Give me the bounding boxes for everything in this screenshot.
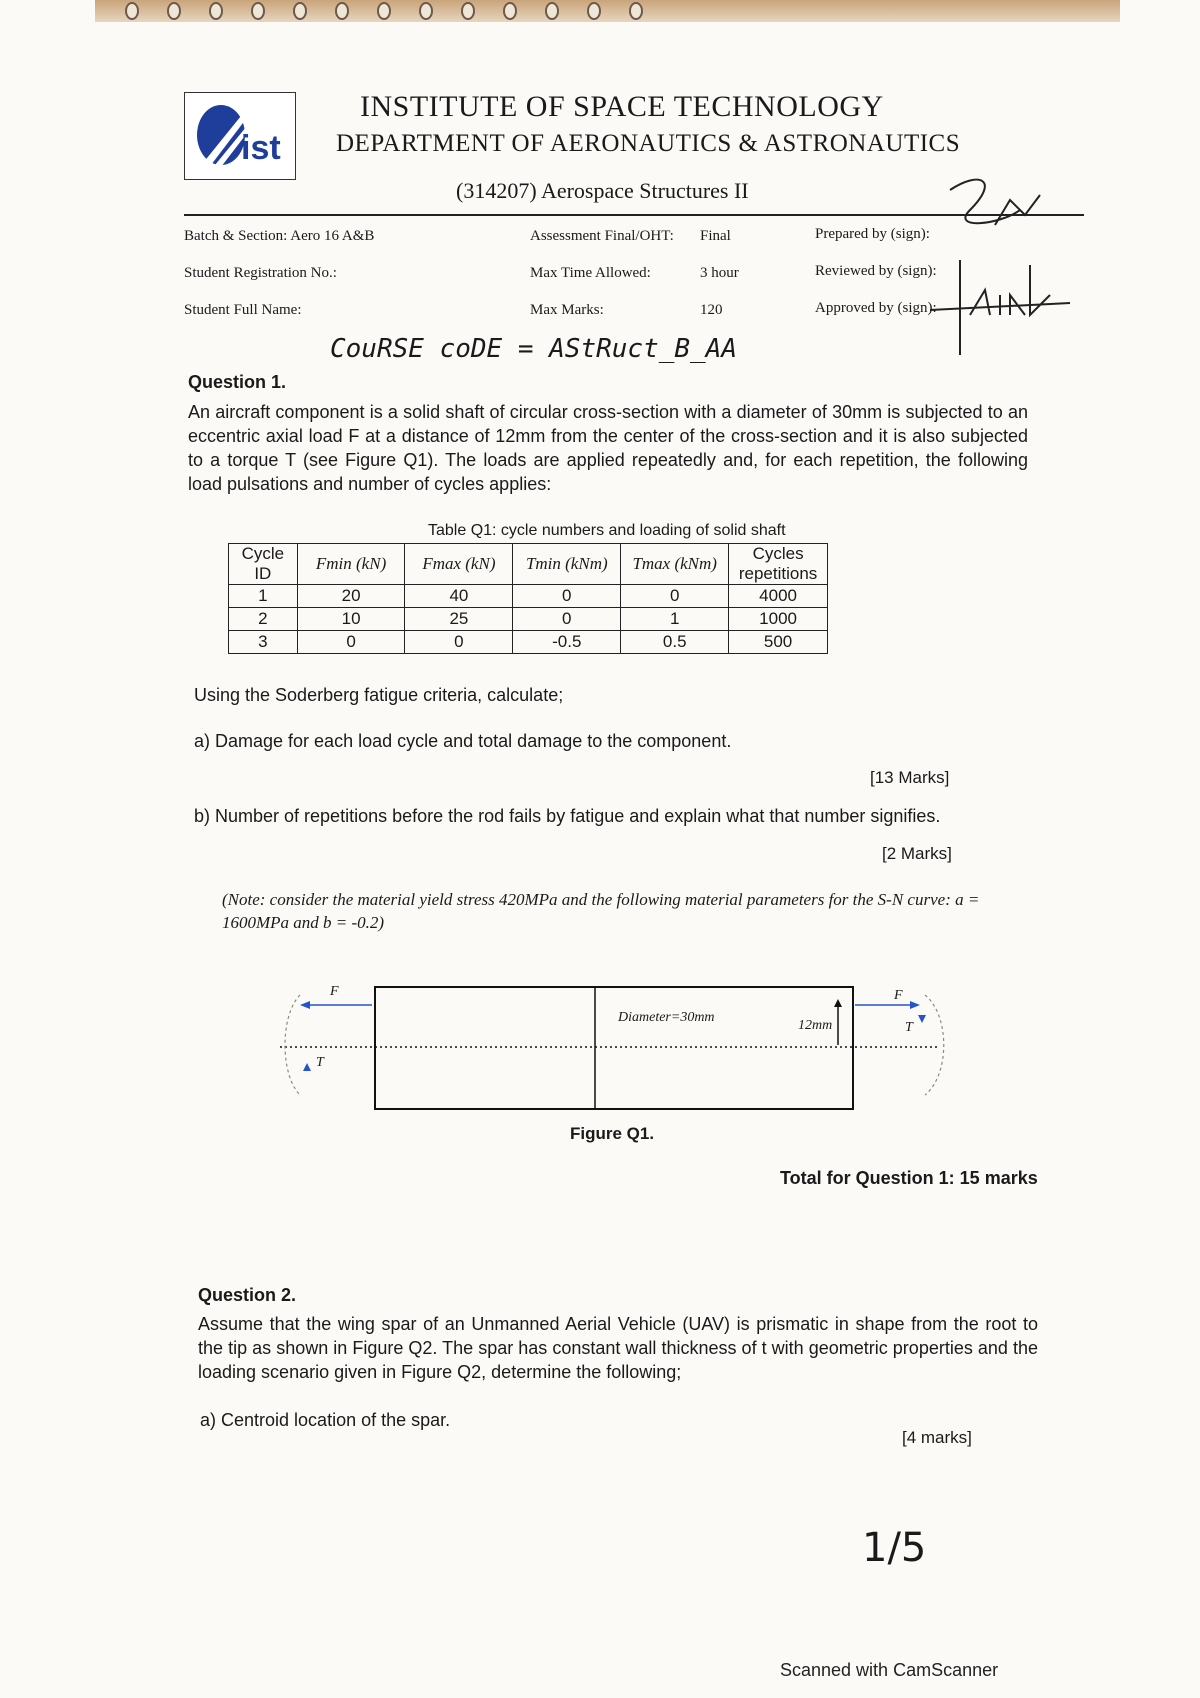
assessment-value: Final: [700, 228, 731, 244]
binding-ring: [461, 2, 475, 20]
table-cell: 1000: [729, 608, 828, 631]
q1-title: Question 1.: [188, 372, 287, 392]
table-cell: 500: [729, 631, 828, 654]
binding-ring: [293, 2, 307, 20]
approved-label: Approved by (sign):: [815, 300, 937, 316]
signature-approved: [930, 255, 1080, 365]
prepared-label: Prepared by (sign):: [815, 226, 930, 242]
q2-title: Question 2.: [198, 1285, 297, 1305]
torque-arc-right-icon: [925, 995, 944, 1095]
logo-text: ist: [241, 129, 281, 167]
time-value: 3 hour: [700, 265, 739, 281]
student-reg-label: Student Registration No.:: [184, 265, 337, 281]
table-cell: 0: [621, 585, 729, 608]
q2-part-a: a) Centroid location of the spar.: [200, 1410, 451, 1430]
diameter-label: Diameter=30mm: [618, 1010, 715, 1025]
table-cell: -0.5: [513, 631, 621, 654]
table-cell: 4000: [729, 585, 828, 608]
q1-part-b: b) Number of repetitions before the rod fails by fatigue and explain what that number signifies.: [194, 806, 941, 826]
torque-label-right: T: [905, 1020, 913, 1035]
torque-arrow-right-icon: [918, 1015, 926, 1023]
q1-part-a: a) Damage for each load cycle and total damage to the component.: [194, 731, 732, 751]
table-cell: 0: [297, 631, 405, 654]
table-cell: 1: [229, 585, 298, 608]
marks-label: Max Marks:: [530, 302, 604, 318]
table-cell: 0.5: [621, 631, 729, 654]
table-cell: 20: [297, 585, 405, 608]
force-arrow-left-icon: [300, 1001, 310, 1009]
institute-title: INSTITUTE OF SPACE TECHNOLOGY: [360, 90, 884, 123]
binding-ring: [587, 2, 601, 20]
marks-value: 120: [700, 302, 723, 318]
binding-ring: [503, 2, 517, 20]
q1-text: An aircraft component is a solid shaft of circular cross-section with a diameter of 30mm is subjected to an eccentric axial load F at a distance of 12mm from the center of the cross-section and it is also subjected to a torque T (see Figure Q1). The loads are applied repeatedly and, for each repetition, the following load pulsations and number of cycles applies:: [188, 402, 1028, 494]
table-cell: 1: [621, 608, 729, 631]
table-q1-caption: Table Q1: cycle numbers and loading of solid shaft: [428, 522, 786, 539]
ist-logo: [184, 92, 296, 180]
offset-arrow-icon: [834, 999, 842, 1007]
signature-prepared: [940, 170, 1060, 250]
batch-label: Batch & Section: Aero 16 A&B: [184, 228, 375, 244]
table-cell: 40: [405, 585, 513, 608]
binding-ring: [209, 2, 223, 20]
table-cell: 25: [405, 608, 513, 631]
binding-ring: [377, 2, 391, 20]
binding-ring: [419, 2, 433, 20]
criteria-text: Using the Soderberg fatigue criteria, calculate;: [194, 685, 564, 705]
force-label-left: F: [330, 984, 339, 999]
material-note: (Note: consider the material yield stress 420MPa and the following material parameters for the S-N curve: a = 1600MPa and b = -0.2): [222, 890, 980, 932]
table-cell: 0: [513, 585, 621, 608]
table-row: [229, 631, 828, 654]
table-cell: 3: [229, 631, 298, 654]
loads-table: [228, 543, 828, 654]
header-fmax: Fmax (kN): [405, 544, 513, 585]
binding-ring: [335, 2, 349, 20]
torque-label-left: T: [316, 1055, 324, 1070]
header-tmax: Tmax (kNm): [621, 544, 729, 585]
binding-ring: [125, 2, 139, 20]
course-title: (314207) Aerospace Structures II: [456, 178, 749, 203]
q1-total-marks: Total for Question 1: 15 marks: [780, 1168, 1038, 1188]
table-cell: 2: [229, 608, 298, 631]
assessment-label: Assessment Final/OHT:: [530, 228, 674, 244]
binding-ring: [251, 2, 265, 20]
binding-ring: [629, 2, 643, 20]
force-arrow-right-icon: [910, 1001, 920, 1009]
force-label-right: F: [894, 988, 903, 1003]
header-cycles: Cycles repetitions: [729, 544, 828, 585]
figure-q1-caption: Figure Q1.: [570, 1124, 655, 1143]
torque-arc-left-icon: [285, 995, 300, 1095]
table-cell: 0: [405, 631, 513, 654]
reviewed-label: Reviewed by (sign):: [815, 263, 937, 279]
q2-part-a-marks: [4 marks]: [902, 1428, 972, 1447]
table-row: [229, 608, 828, 631]
handwritten-course-code: CouRSE coDE = AStRuct_B_AA: [330, 334, 737, 364]
q2-text: Assume that the wing spar of an Unmanned Aerial Vehicle (UAV) is prismatic in shape from the root to the tip as shown in Figure Q2. The spar has constant wall thickness of t with geometric properties and the loading scenario given in Figure Q2, determine the following;: [198, 1314, 1038, 1382]
page-number: 1/5: [862, 1525, 927, 1571]
header-cycle-id: Cycle ID: [229, 544, 298, 585]
spiral-binding: [95, 0, 1120, 22]
shaft-outline: [375, 987, 853, 1109]
time-label: Max Time Allowed:: [530, 265, 651, 281]
figure-q1-shaft-diagram: [270, 975, 950, 1125]
table-cell: 10: [297, 608, 405, 631]
table-row: [229, 585, 828, 608]
binding-ring: [167, 2, 181, 20]
offset-label: 12mm: [798, 1018, 833, 1033]
table-cell: 0: [513, 608, 621, 631]
torque-arrow-left-icon: [303, 1063, 311, 1071]
department-title: DEPARTMENT OF AERONAUTICS & ASTRONAUTICS: [336, 130, 961, 157]
header-fmin: Fmin (kN): [297, 544, 405, 585]
q1-part-b-marks: [2 Marks]: [882, 844, 952, 863]
binding-ring: [545, 2, 559, 20]
header-tmin: Tmin (kNm): [513, 544, 621, 585]
table-header-row: [229, 544, 828, 585]
q1-part-a-marks: [13 Marks]: [870, 768, 950, 787]
scanner-watermark: Scanned with CamScanner: [780, 1660, 999, 1680]
student-name-label: Student Full Name:: [184, 302, 302, 318]
